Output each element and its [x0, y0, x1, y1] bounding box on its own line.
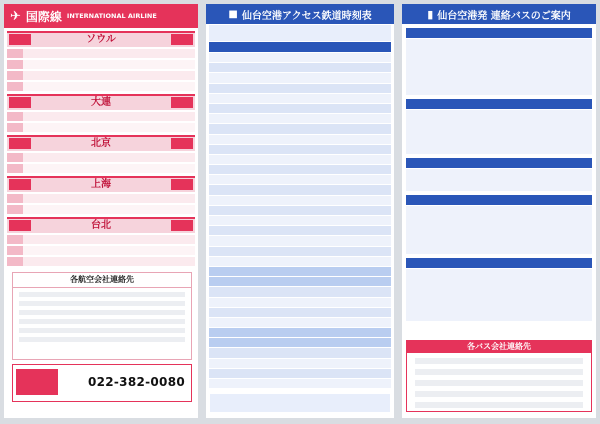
timetable-row — [209, 94, 391, 104]
airline-contacts-title: 各航空会社連絡先 — [13, 273, 191, 288]
timetable-row — [209, 196, 391, 206]
airport-information-box — [12, 364, 192, 402]
timetable-row — [209, 114, 391, 124]
bus-route-table — [406, 269, 592, 321]
timetable-row — [209, 257, 391, 267]
bus-route-table — [406, 110, 592, 154]
timetable-row — [209, 226, 391, 236]
route-destination: 北京 — [91, 138, 111, 149]
timetable-row — [209, 379, 391, 389]
railway-footer — [210, 394, 390, 412]
route-destination: ソウル — [86, 34, 116, 45]
flight-row — [7, 164, 195, 173]
flight-row — [7, 49, 195, 58]
airplane-icon: ✈ — [10, 8, 21, 24]
timetable-row — [209, 287, 391, 297]
route-origin-tag — [171, 220, 193, 231]
timetable-row — [209, 63, 391, 73]
contact-line — [415, 358, 583, 364]
bus-contacts-title: 各バス会社連絡先 — [407, 341, 591, 353]
route-seoul — [4, 31, 198, 91]
timetable-row — [209, 145, 391, 155]
timetable-row — [209, 185, 391, 195]
timetable-row — [209, 338, 391, 348]
contact-line — [415, 369, 583, 375]
route-header — [7, 176, 195, 192]
airline-contacts-box — [12, 272, 192, 360]
bus-route-table — [406, 169, 592, 191]
flight-row — [7, 112, 195, 121]
route-destination: 台北 — [91, 220, 111, 231]
contact-line — [19, 310, 185, 315]
timetable-row — [209, 135, 391, 145]
contact-line — [415, 402, 583, 408]
contact-line — [19, 337, 185, 342]
contact-line — [415, 380, 583, 386]
timetable-row — [209, 216, 391, 226]
timetable-row — [209, 104, 391, 114]
flight-row — [7, 235, 195, 244]
route-destination: 大連 — [91, 97, 111, 108]
information-tag — [16, 369, 58, 395]
international-panel — [4, 4, 198, 418]
route-beijing — [4, 135, 198, 173]
timetable-row — [209, 206, 391, 216]
contact-line — [19, 328, 185, 333]
bus-route-header — [406, 99, 592, 109]
flight-row — [7, 205, 195, 214]
route-header — [7, 217, 195, 233]
timetable-row — [209, 328, 391, 338]
timetable-row — [209, 318, 391, 328]
bus-panel — [402, 4, 596, 418]
timetable-row — [209, 236, 391, 246]
timetable-row — [209, 359, 391, 369]
international-title: 国際線 — [25, 9, 62, 24]
international-header — [4, 4, 198, 28]
timetable-row — [209, 277, 391, 287]
bus-route-header — [406, 258, 592, 268]
contact-line — [19, 301, 185, 306]
contact-line — [415, 391, 583, 397]
information-phone: 022-382-0080 — [87, 375, 185, 389]
flight-rows — [7, 194, 195, 214]
railway-header — [206, 4, 394, 24]
timetable-row — [209, 165, 391, 175]
bus-route-header — [406, 158, 592, 168]
route-taipei — [4, 217, 198, 266]
flight-row — [7, 194, 195, 203]
bus-title: 仙台空港発 連絡バスのご案内 — [437, 10, 571, 22]
timetable-row — [209, 369, 391, 379]
flight-row — [7, 71, 195, 80]
timetable-row — [209, 124, 391, 134]
railway-column-header — [209, 42, 391, 52]
flight-row — [7, 257, 195, 266]
railway-note — [209, 25, 391, 41]
route-shanghai — [4, 176, 198, 214]
route-origin-tag — [171, 34, 193, 45]
bus-route-header — [406, 195, 592, 205]
route-header — [7, 31, 195, 47]
bus-icon: ▮ — [427, 7, 434, 21]
flight-row — [7, 82, 195, 91]
contact-line — [19, 319, 185, 324]
route-origin-tag — [171, 138, 193, 149]
international-subtitle: INTERNATIONAL AIRLINE — [66, 12, 157, 20]
route-header — [7, 135, 195, 151]
route-origin-tag — [171, 97, 193, 108]
flight-row — [7, 60, 195, 69]
bus-contacts-box — [406, 340, 592, 412]
timetable-row — [209, 73, 391, 83]
flight-row — [7, 246, 195, 255]
bus-route-table — [406, 39, 592, 95]
flight-rows — [7, 112, 195, 132]
timetable-row — [209, 155, 391, 165]
timetable-row — [209, 267, 391, 277]
flight-rows — [7, 153, 195, 173]
flight-rows — [7, 49, 195, 91]
bus-route-table — [406, 206, 592, 254]
contact-line — [19, 292, 185, 297]
train-icon: ■ — [228, 8, 238, 20]
timetable-row — [209, 53, 391, 63]
route-destination: 上海 — [91, 179, 111, 190]
flight-row — [7, 123, 195, 132]
timetable-row — [209, 348, 391, 358]
bus-header — [402, 4, 596, 24]
route-origin-tag — [171, 179, 193, 190]
timetable-row — [209, 247, 391, 257]
bus-route-header — [406, 28, 592, 38]
timetable-row — [209, 175, 391, 185]
railway-title: 仙台空港アクセス鉄道時刻表 — [241, 10, 372, 22]
route-header — [7, 94, 195, 110]
timetable-row — [209, 298, 391, 308]
railway-panel — [206, 4, 394, 418]
route-dalian — [4, 94, 198, 132]
timetable-row — [209, 308, 391, 318]
flight-row — [7, 153, 195, 162]
timetable-row — [209, 84, 391, 94]
railway-timetable — [209, 53, 391, 389]
flight-rows — [7, 235, 195, 266]
